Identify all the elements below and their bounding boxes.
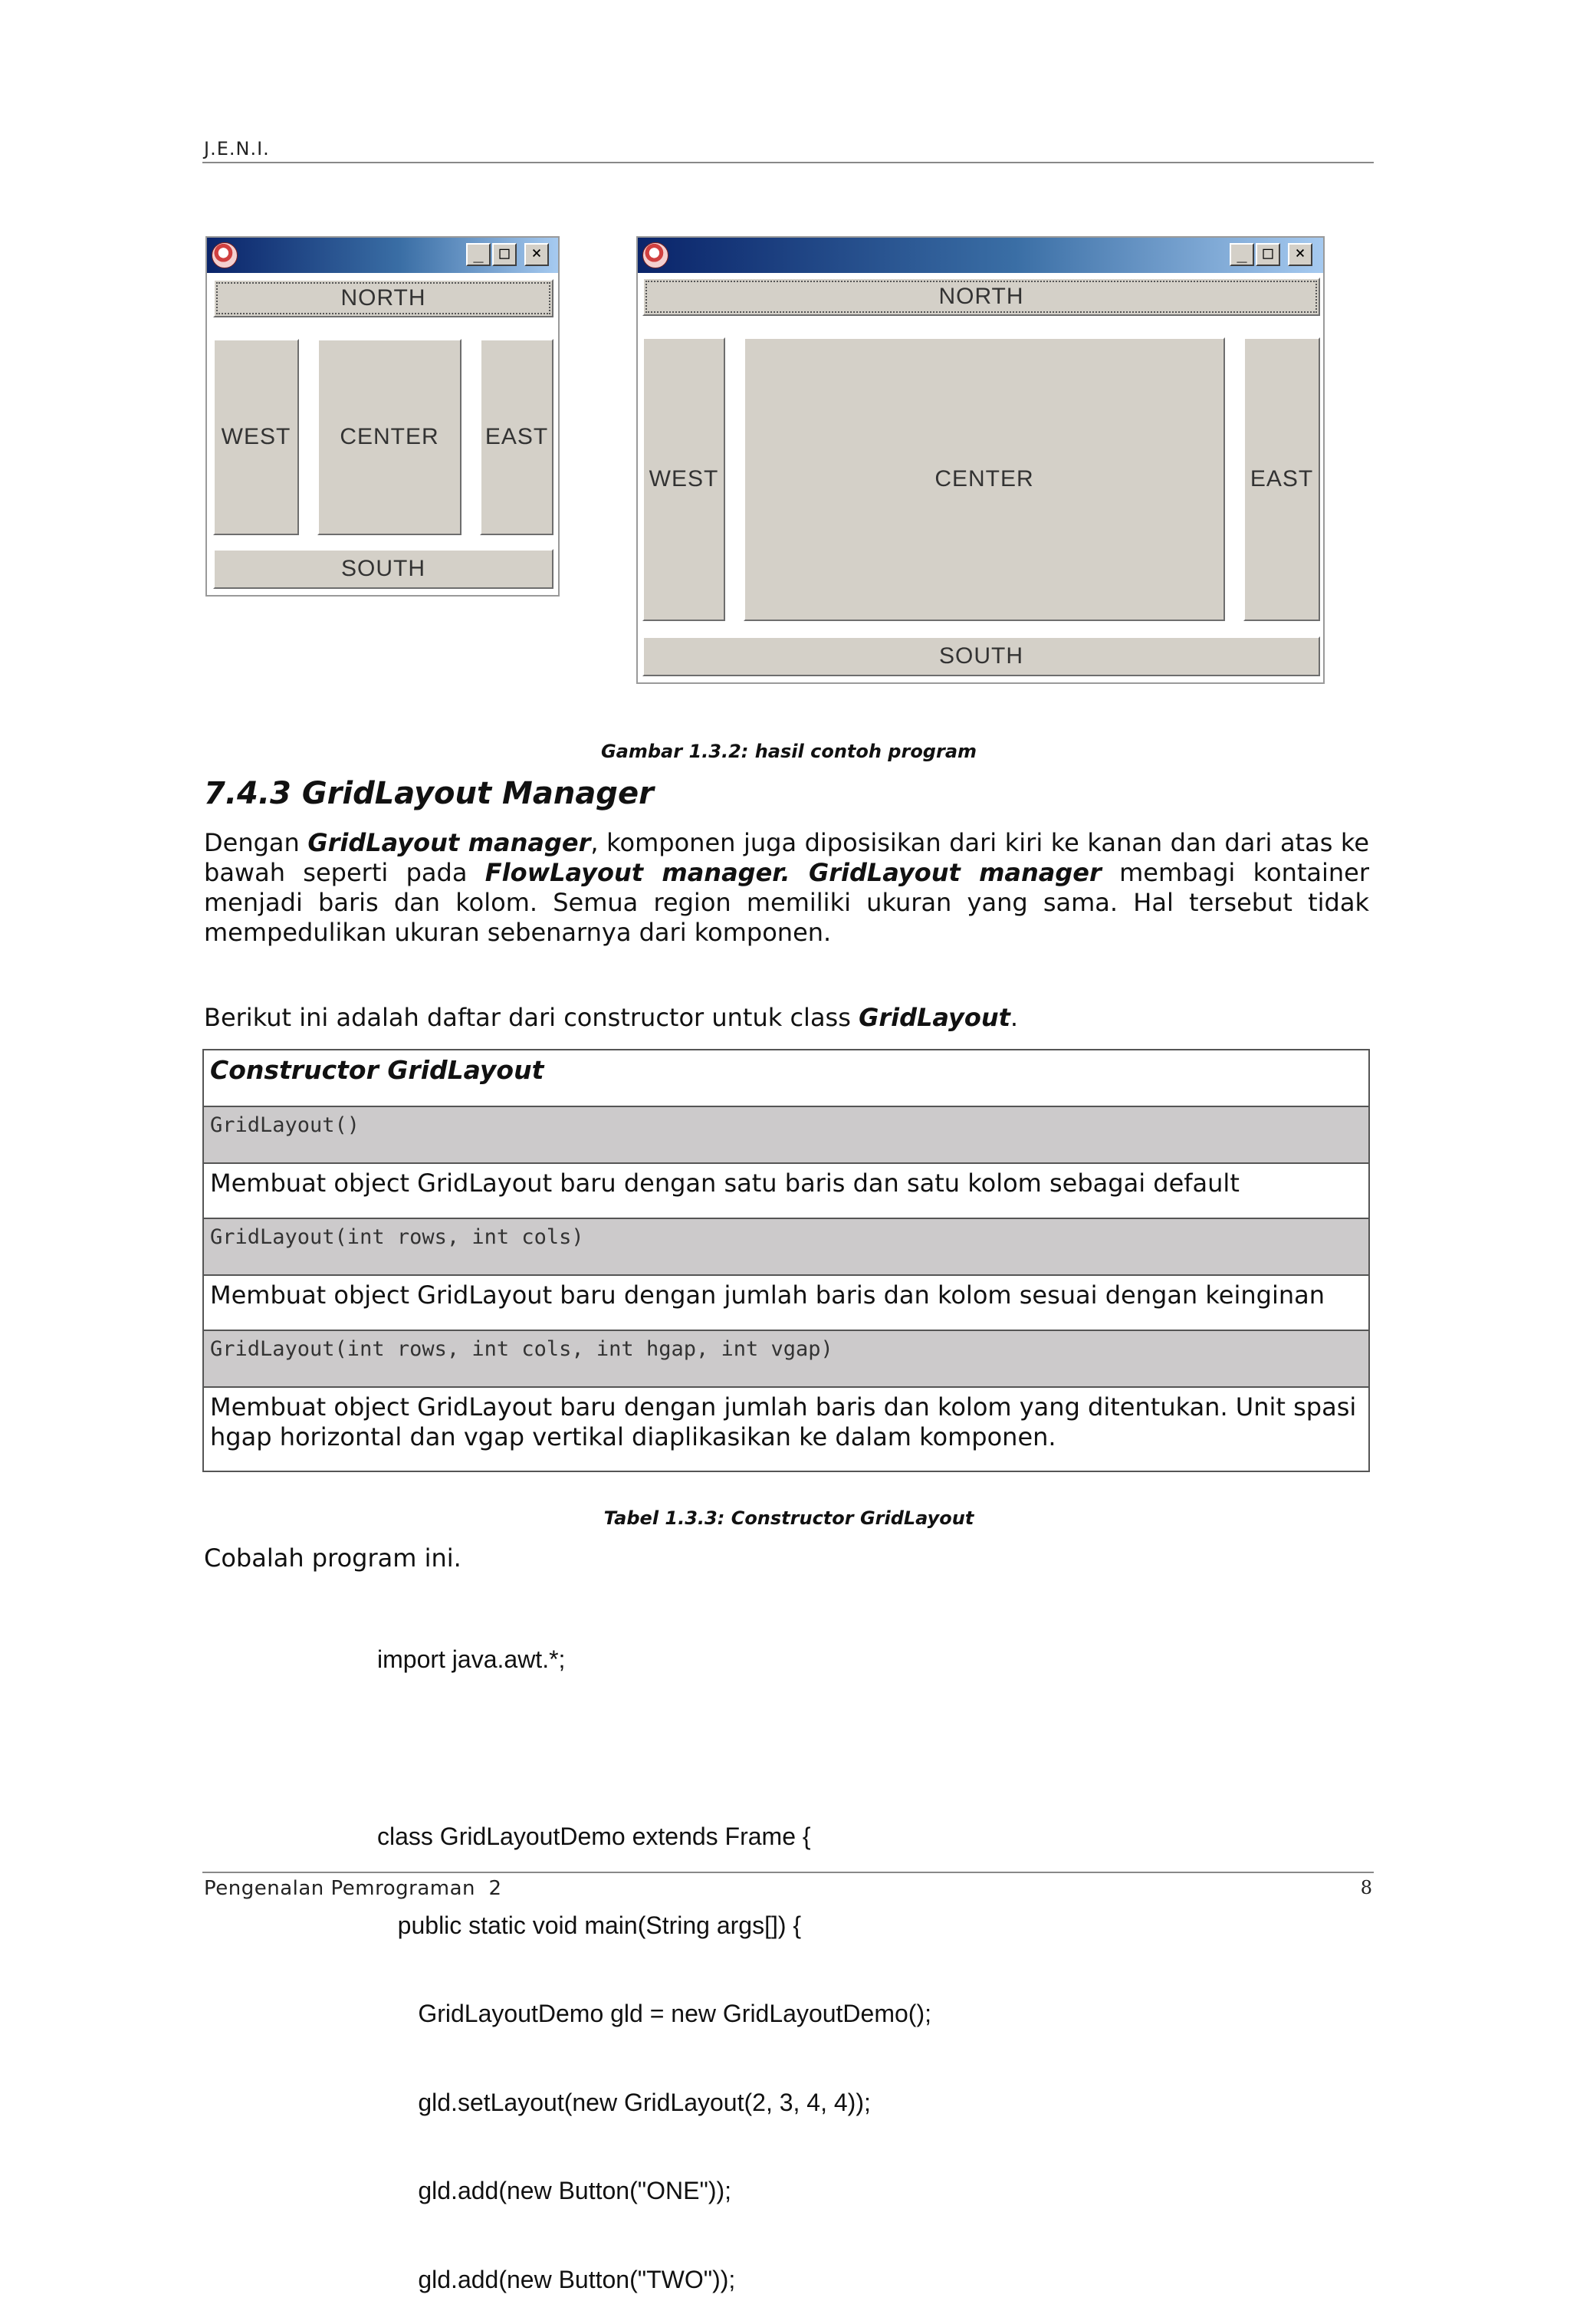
intro-text: , komponen juga diposisikan dari kiri ke kanan dan dari atas ke bawah seperti pada xyxy=(204,828,1370,887)
constructor-description: Membuat object GridLayout baru dengan jumlah baris dan kolom yang ditentukan. Unit spasi hgap horizontal dan vgap vertikal diaplikasikan ke dalam komponen. xyxy=(203,1387,1369,1471)
page-number: 8 xyxy=(1360,1877,1372,1898)
java-app-icon xyxy=(212,242,238,268)
close-icon[interactable]: × xyxy=(524,243,549,266)
maximize-icon[interactable]: □ xyxy=(492,243,517,266)
code-line: gld.setLayout(new GridLayout(2, 3, 4, 4)); xyxy=(377,2088,871,2116)
footer-rule xyxy=(202,1872,1374,1873)
constructor-intro xyxy=(204,1003,1369,1033)
intro-emphasis: FlowLayout manager. GridLayout manager xyxy=(484,858,1102,887)
north-button[interactable]: NORTH xyxy=(642,278,1320,316)
center-button[interactable]: CENTER xyxy=(744,337,1225,621)
constructor-intro-text: Berikut ini adalah daftar dari constructor untuk class xyxy=(204,1003,859,1032)
code-line: class GridLayoutDemo extends Frame { xyxy=(377,1823,811,1850)
border-layout-window-large xyxy=(636,236,1325,684)
east-button[interactable]: EAST xyxy=(1243,337,1320,621)
close-icon[interactable]: × xyxy=(1288,243,1312,266)
constructor-description: Membuat object GridLayout baru dengan jumlah baris dan kolom sesuai dengan keinginan xyxy=(203,1275,1369,1330)
constructor-signature: GridLayout(int rows, int cols) xyxy=(203,1218,1369,1275)
code-listing xyxy=(377,1586,931,2324)
maximize-icon[interactable]: □ xyxy=(1256,243,1280,266)
code-line: public static void main(String args[]) { xyxy=(377,1911,802,1939)
west-button[interactable]: WEST xyxy=(642,337,725,621)
constructor-intro-period: . xyxy=(1010,1003,1019,1032)
center-button[interactable]: CENTER xyxy=(317,339,461,535)
running-header: J.E.N.I. xyxy=(204,138,270,159)
minimize-icon[interactable]: _ xyxy=(466,243,491,266)
code-line: import java.awt.*; xyxy=(377,1645,566,1673)
west-button[interactable]: WEST xyxy=(213,339,299,535)
try-program-text: Cobalah program ini. xyxy=(204,1543,461,1573)
north-button[interactable]: NORTH xyxy=(213,279,553,317)
border-layout-window-small xyxy=(205,236,560,597)
constructor-signature: GridLayout(int rows, int cols, int hgap, int vgap) xyxy=(203,1330,1369,1387)
minimize-icon[interactable]: _ xyxy=(1230,243,1254,266)
code-line: gld.add(new Button("TWO")); xyxy=(377,2265,736,2293)
constructor-table xyxy=(202,1049,1370,1472)
footer-book-title: Pengenalan Pemrograman 2 xyxy=(204,1877,502,1900)
code-line: gld.add(new Button("ONE")); xyxy=(377,2177,732,2204)
intro-text: membagi kontainer menjadi baris dan kolom. Semua region memiliki ukuran yang sama. Hal tersebut tidak mempedulikan ukuran sebenarnya dari komponen. xyxy=(204,858,1370,947)
java-app-icon xyxy=(642,242,668,268)
table-row xyxy=(203,1330,1369,1387)
code-line xyxy=(377,1734,931,1764)
table-row xyxy=(203,1218,1369,1275)
header-rule xyxy=(202,162,1374,163)
table-row xyxy=(203,1163,1369,1218)
south-button[interactable]: SOUTH xyxy=(213,549,553,589)
intro-text: Dengan xyxy=(204,828,308,857)
window-titlebar[interactable] xyxy=(638,238,1323,273)
intro-emphasis: GridLayout manager xyxy=(307,828,591,857)
code-line: GridLayoutDemo gld = new GridLayoutDemo(); xyxy=(377,2000,931,2027)
table-header: Constructor GridLayout xyxy=(203,1050,1369,1106)
figure-caption: Gambar 1.3.2: hasil contoh program xyxy=(600,741,977,762)
table-header-row xyxy=(203,1050,1369,1106)
table-row xyxy=(203,1387,1369,1471)
constructor-description: Membuat object GridLayout baru dengan satu baris dan satu kolom sebagai default xyxy=(203,1163,1369,1218)
constructor-signature: GridLayout() xyxy=(203,1106,1369,1163)
south-button[interactable]: SOUTH xyxy=(642,636,1320,676)
section-title: 7.4.3 GridLayout Manager xyxy=(204,776,654,811)
constructor-intro-class: GridLayout xyxy=(859,1003,1010,1032)
intro-paragraph xyxy=(204,828,1369,948)
window-titlebar[interactable] xyxy=(207,238,558,273)
table-row xyxy=(203,1275,1369,1330)
table-row xyxy=(203,1106,1369,1163)
east-button[interactable]: EAST xyxy=(480,339,553,535)
table-caption: Tabel 1.3.3: Constructor GridLayout xyxy=(603,1507,974,1529)
